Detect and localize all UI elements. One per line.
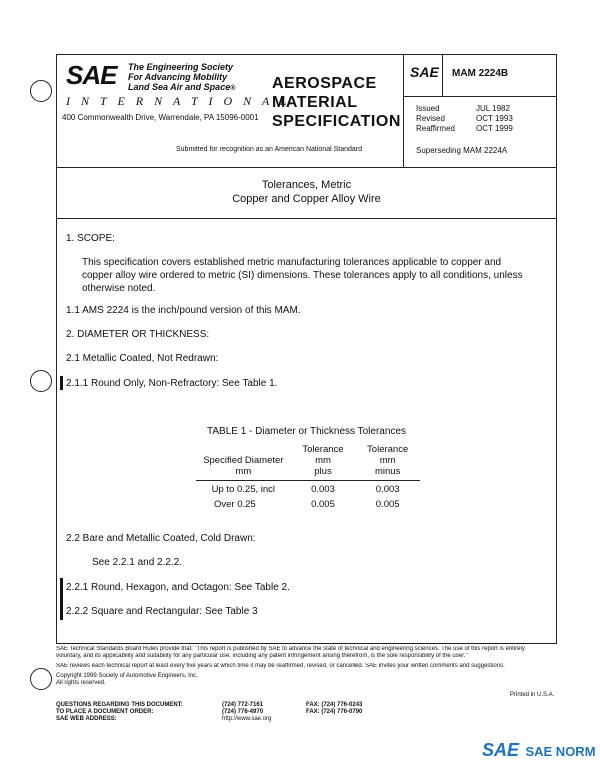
section-2-2-1: 2.2.1 Round, Hexagon, and Octagon: See Table 2. (66, 582, 290, 593)
doc-title-line1: Tolerances, Metric (261, 179, 352, 191)
order-label: TO PLACE A DOCUMENT ORDER: (56, 709, 154, 715)
footer-rules-l1: SAE Technical Standards Board Rules provide that: "This report is published by SAE to advance the state of technical and engineering sciences. The use of this report is entirely (56, 646, 525, 652)
spec-title-line3: SPECIFICATION (272, 113, 401, 130)
international-label: I N T E R N A T I O N A L (66, 94, 291, 108)
issued-label: Issued (416, 104, 440, 113)
revision-bar-2-2 (60, 578, 63, 620)
order-phone: (724) 776-4970 (222, 709, 264, 715)
section-1-1: 1.1 AMS 2224 is the inch/pound version of this MAM. (66, 305, 301, 316)
punch-hole-bottom (30, 668, 52, 690)
table1-title: TABLE 1 - Diameter or Thickness Tolerances (207, 426, 406, 437)
issued-value: JUL 1982 (476, 104, 510, 113)
revision-bar-2-1-1 (60, 376, 63, 390)
doc-title-line2: Copper and Copper Alloy Wire (232, 193, 381, 205)
web-label: SAE WEB ADDRESS: (56, 716, 117, 722)
revised-label: Revised (416, 114, 445, 123)
address: 400 Commonwealth Drive, Warrendale, PA 15096-0001 (62, 113, 259, 122)
footer-review: SAE reviews each technical report at least every five years at which time it may be reaffirmed, revised, or cancelled. SAE invites your written comments and suggestions. (56, 663, 505, 669)
frame-bottom (56, 643, 557, 644)
watermark (482, 740, 596, 768)
table-row (196, 496, 420, 511)
dates-block (416, 104, 513, 134)
section-1-heading: 1. SCOPE: (66, 233, 115, 244)
questions-fax: FAX: (724) 776-0243 (306, 702, 363, 708)
docnum-divider (403, 96, 556, 97)
table1-col3-head-l2: mm (379, 455, 396, 466)
section-2-1-1: 2.1.1 Round Only, Non-Refractory: See Table 1. (66, 378, 278, 389)
reaffirmed-label: Reaffirmed (416, 124, 455, 133)
questions-phone: (724) 772-7161 (222, 702, 264, 708)
section-2-1: 2.1 Metallic Coated, Not Redrawn: (66, 353, 219, 364)
watermark-text: SAE NORM (525, 744, 596, 759)
frame-top (56, 54, 557, 55)
table1-col3-head-l1: Tolerance (367, 444, 409, 455)
footer-rules (56, 646, 556, 687)
section-1-para-line3: otherwise noted. (82, 283, 156, 294)
footer-copyright: Copyright 1999 Society of Automotive Engineers, Inc. (56, 673, 198, 679)
footer-contacts (56, 702, 362, 723)
table1-col1-head-l2: mm (235, 466, 252, 477)
table1-col2-head (291, 443, 356, 478)
title-divider (56, 218, 557, 219)
superseding: Superseding MAM 2224A (416, 146, 508, 155)
table1-row1-plus: 0.003 (311, 484, 335, 495)
sae-logo: SAE (66, 60, 117, 90)
table1-col3-head-l3: minus (374, 466, 401, 477)
punch-hole-top (30, 80, 52, 102)
section-1-para-line2: copper alloy wire ordered to metric (SI) dimensions. These tolerances apply to all conditions, unless (82, 270, 523, 281)
section-2-heading: 2. DIAMETER OR THICKNESS: (66, 329, 210, 340)
footer-rights: All rights reserved. (56, 680, 106, 686)
table1-col2-head-l2: mm (315, 455, 331, 466)
table1-col2-head-l3: plus (314, 466, 332, 477)
table1-row2-diameter: Over 0.25 (214, 499, 256, 510)
questions-label: QUESTIONS REGARDING THIS DOCUMENT: (56, 702, 183, 708)
org-reg: ® (230, 85, 236, 92)
table1-col3-head (355, 443, 420, 478)
section-1-paragraph (82, 256, 523, 295)
frame-left (56, 54, 57, 644)
submitted-note: Submitted for recognition as an American National Standard (176, 146, 362, 153)
doc-title (56, 178, 557, 206)
spec-title-line2: MATERIAL (272, 94, 358, 111)
section-2-2-note: See 2.2.1 and 2.2.2. (92, 557, 183, 568)
org-line2: For Advancing Mobility (128, 72, 228, 82)
header-col-divider (403, 54, 404, 167)
doc-number: MAM 2224B (452, 68, 509, 79)
section-2-2-2: 2.2.2 Square and Rectangular: See Table 3 (66, 606, 258, 617)
spec-title (272, 74, 401, 131)
reaffirmed-value: OCT 1999 (476, 124, 513, 133)
order-fax: FAX: (724) 776-0790 (306, 709, 363, 715)
frame-right (556, 54, 557, 644)
section-2-2: 2.2 Bare and Metallic Coated, Cold Drawn: (66, 533, 256, 544)
revised-value: OCT 1993 (476, 114, 513, 123)
header-divider (56, 167, 557, 168)
table1-row2-minus: 0.005 (375, 499, 400, 510)
watermark-logo: SAE (482, 740, 520, 760)
table1-col2-head-l1: Tolerance (302, 444, 344, 455)
table1-row1-diameter: Up to 0.25, incl (211, 484, 276, 495)
spec-title-line1: AEROSPACE (272, 75, 377, 92)
org-name (128, 62, 235, 94)
web-url[interactable]: http://www.sae.org (222, 716, 272, 722)
org-line3: Land Sea Air and Space (128, 82, 231, 92)
table1-col1-head (196, 443, 291, 478)
table1 (196, 443, 420, 511)
footer-rules-l2: voluntary, and its applicability and suitability for any particular use, including any patent infringement arising therefrom, is the sole responsibility of the user." (56, 653, 468, 659)
printed-in: Printed in U.S.A. (510, 692, 555, 698)
table1-row2-plus: 0.005 (311, 499, 335, 510)
logo-box-divider (442, 54, 443, 96)
sae-small-logo: SAE (410, 64, 439, 80)
org-line1: The Engineering Society (128, 62, 234, 72)
table1-col1-head-l1: Specified Diameter (203, 455, 284, 466)
table1-row1-minus: 0.003 (375, 484, 400, 495)
punch-hole-middle (30, 370, 52, 392)
table1-grid (196, 443, 420, 511)
table-row (196, 483, 420, 496)
section-1-para-line1: This specification covers established metric manufacturing tolerances applicable to copper and (82, 257, 502, 268)
